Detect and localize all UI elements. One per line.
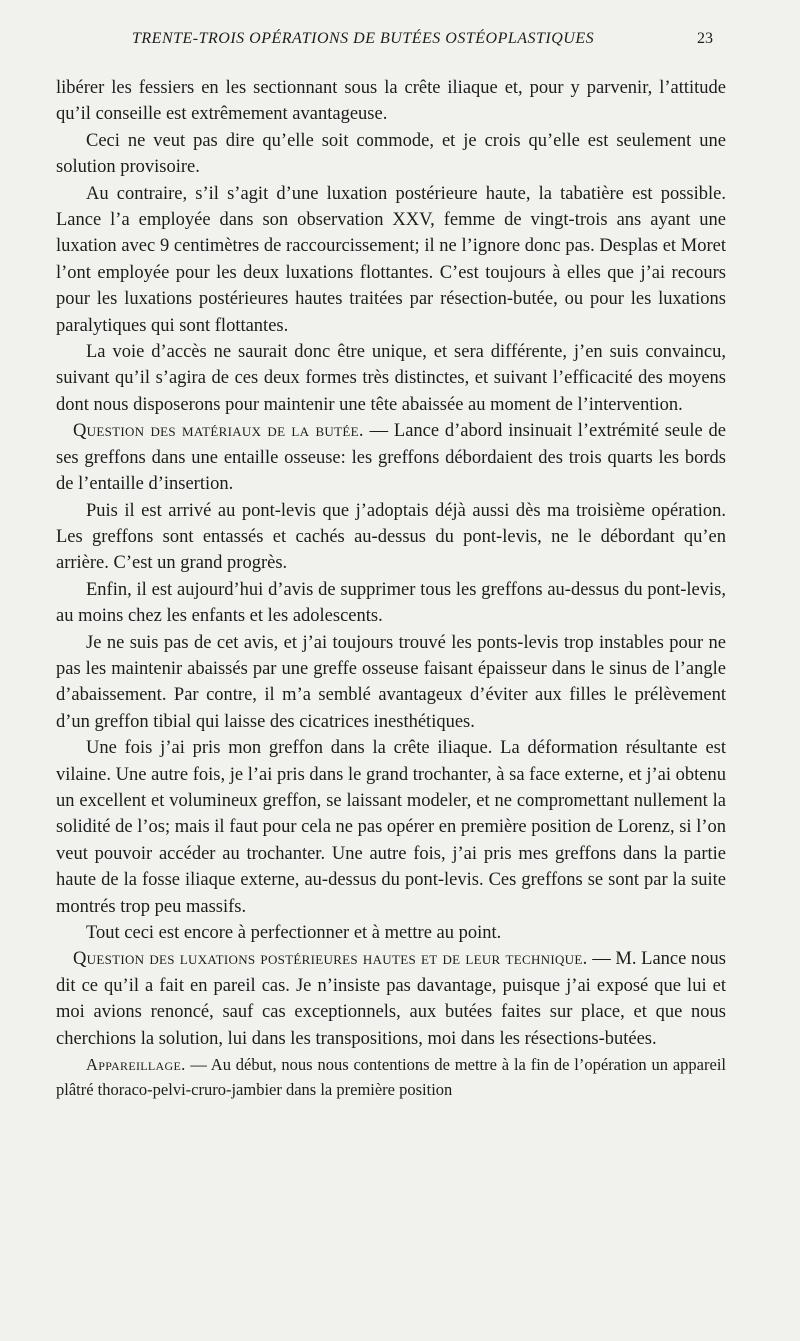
body-text [56,75,726,1102]
paragraph: Ceci ne veut pas dire qu’elle soit commode, et je crois qu’elle est seulement une solution provisoire. [56,130,726,178]
section-paragraph-luxations: Question des luxations postérieures hautes et de leur technique. — M. Lance nous dit ce qu’il a fait en pareil cas. Je n’insiste pas davantage, puisque j’ai exposé que lui et moi avions renoncé, sauf cas exceptionnels, aux butées faites sur place, et que nous cherchions la solution, lui dans les transpositions, moi dans les résections-butées. [56,949,726,1049]
paragraph: Une fois j’ai pris mon greffon dans la crête iliaque. La déformation résultante est vilaine. Une autre fois, je l’ai pris dans le grand trochanter, à sa face externe, et j’ai obtenu un excellent et volumineux greffon, se laissant modeler, et ne compromettant nullement la solidité de l’os; mais il faut pour cela ne pas opérer en première position de Lorenz, si l’on veut pouvoir accéder au trochanter. Une autre fois, j’ai pris mes greffons dans la partie haute de la fosse iliaque externe, au-dessus du pont-levis. Ces greffons se sont par la suite montrés trop peu massifs. [56,738,726,917]
page-number: 23 [697,30,713,47]
paragraph: Tout ceci est encore à perfectionner et à mettre au point. [86,923,502,943]
running-title: TRENTE-TROIS OPÉRATIONS DE BUTÉES OSTÉOPLASTIQUES [132,30,595,47]
section-paragraph-appareillage: Appareillage. — Au début, nous nous contentions de mettre à la fin de l’opération un appareil plâtré thoraco-pelvi-cruro-jambier dans la première position [56,1055,726,1100]
paragraph: libérer les fessiers en les sectionnant sous la crête iliaque et, pour y parvenir, l’attitude qu’il conseille est extrêmement avantageuse. [56,78,726,125]
section-heading: Question des matériaux de la butée. [73,421,364,442]
paragraph: La voie d’accès ne saurait donc être unique, et sera différente, j’en suis convaincu, suivant qu’il s’agira de ces deux formes très distinctes, et suivant l’efficacité des moyens dont nous disposerons pour maintenir une tête abaissée au moment de l’intervention. [56,342,726,415]
paragraph: Au contraire, s’il s’agit d’une luxation postérieure haute, la tabatière est possible. Lance l’a employée dans son observation XXV, femme de vingt-trois ans ayant une luxation avec 9 centimètres de raccourcissement; il ne l’ignore donc pas. Desplas et Moret l’ont employée pour les deux luxations flottantes. C’est toujours à elles que j’ai recours pour les luxations postérieures hautes traitées par résection-butée, ou pour les luxations paralytiques qui sont flottantes. [56,183,726,336]
section-heading: Appareillage. [86,1055,186,1075]
paragraph: Je ne suis pas de cet avis, et j’ai toujours trouvé les ponts-levis trop instables pour ne pas les maintenir abaissés par une greffe osseuse faisant épaisseur dans le sinus de l’angle d’abaissement. Par contre, il m’a semblé avantageux d’éviter aux filles le prélèvement d’un greffon tibial qui laisse des cicatrices inesthétiques. [56,632,726,732]
section-paragraph-materiaux: Question des matériaux de la butée. — Lance d’abord insinuait l’extrémité seule de ses greffons dans une entaille osseuse: les greffons débordaient des trois quarts les bords de l’entaille d’insertion. [56,421,726,495]
paragraph: Puis il est arrivé au pont-levis que j’adoptais déjà aussi dès ma troisième opération. Les greffons sont entassés et cachés au-dessus du pont-levis, ne le débordant qu’en arrière. C’est un grand progrès. [56,500,726,574]
page-header [0,30,800,52]
paragraph: Enfin, il est aujourd’hui d’avis de supprimer tous les greffons au-dessus du pont-levis, au moins chez les enfants et les adolescents. [56,579,726,627]
section-heading: Question des luxations postérieures hautes et de leur technique. [73,949,588,970]
